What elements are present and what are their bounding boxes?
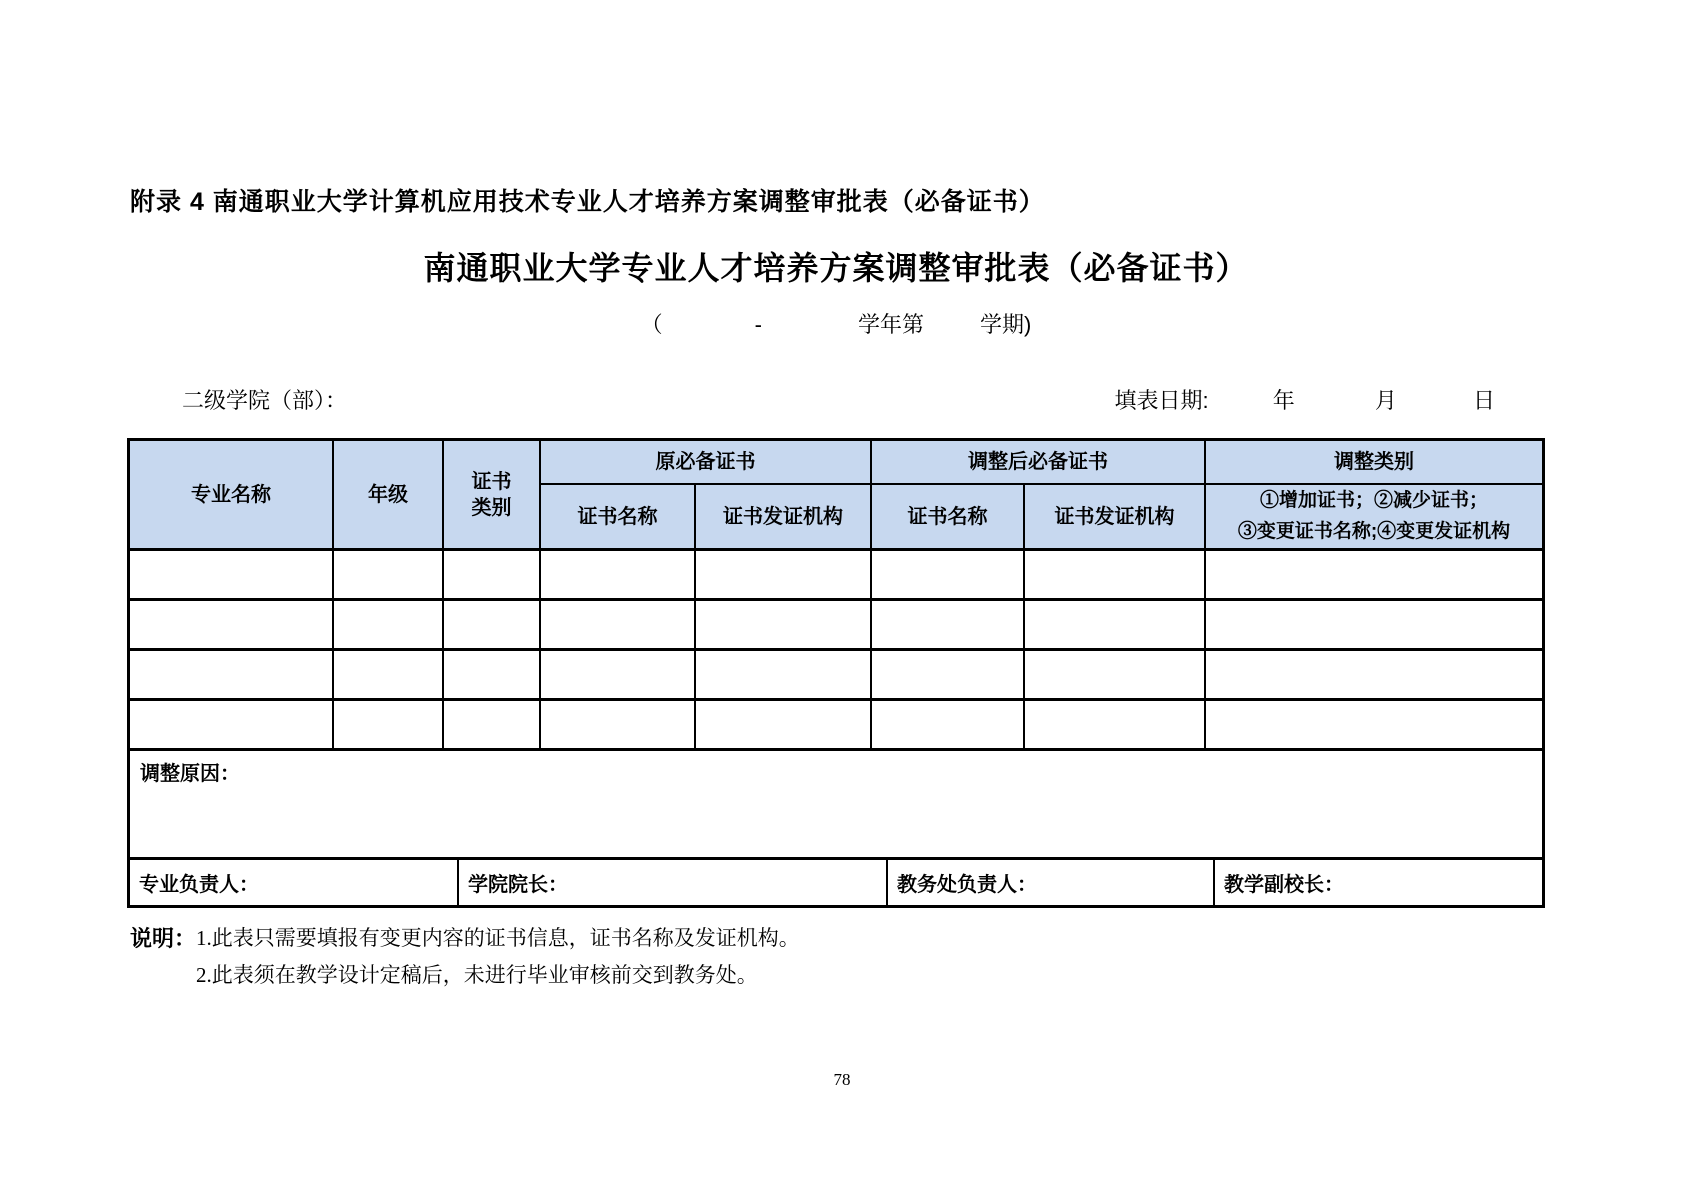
empty-data-cell[interactable] xyxy=(334,701,444,751)
empty-data-cell[interactable] xyxy=(541,551,696,601)
notes-label: 说明： xyxy=(130,926,197,951)
empty-data-cell[interactable] xyxy=(1206,601,1542,651)
reason-label: 调整原因： xyxy=(140,763,240,785)
header-adjust-category-options xyxy=(1206,485,1542,551)
empty-data-cell[interactable] xyxy=(444,601,541,651)
semester-line xyxy=(127,308,1545,339)
empty-data-cell[interactable] xyxy=(541,651,696,701)
fill-date-year-label: 年 xyxy=(1272,388,1295,413)
header-original-certificates-group: 原必备证书 xyxy=(541,441,872,485)
semester-end-label: 学期) xyxy=(980,312,1032,337)
header-certificate-type-line2: 类别 xyxy=(471,496,512,519)
notes xyxy=(130,920,800,994)
certificates-grid xyxy=(130,441,1542,751)
signature-vice-president[interactable] xyxy=(1215,860,1542,905)
empty-data-cell[interactable] xyxy=(444,551,541,601)
empty-data-cell[interactable] xyxy=(1025,551,1206,601)
empty-data-cell[interactable] xyxy=(1025,651,1206,701)
empty-data-cell[interactable] xyxy=(334,601,444,651)
empty-data-cell[interactable] xyxy=(130,701,334,751)
header-original-cert-name: 证书名称 xyxy=(541,485,696,551)
page-number: 78 xyxy=(833,1070,851,1089)
empty-data-cell[interactable] xyxy=(130,601,334,651)
reason-row[interactable] xyxy=(130,751,1542,860)
empty-data-cell[interactable] xyxy=(872,551,1025,601)
approval-form-table xyxy=(127,438,1545,908)
note-line-1: 1.此表只需要填报有变更内容的证书信息，证书名称及发证机构。 xyxy=(196,926,800,950)
signature-major-leader[interactable] xyxy=(130,860,459,905)
fill-date-line xyxy=(1114,384,1495,415)
header-major-name: 专业名称 xyxy=(130,441,334,551)
notes-body xyxy=(196,920,800,994)
empty-data-cell[interactable] xyxy=(872,651,1025,701)
empty-data-cell[interactable] xyxy=(334,651,444,701)
form-title: 南通职业大学专业人才培养方案调整审批表（必备证书） xyxy=(423,250,1249,286)
header-adjusted-certificates-group: 调整后必备证书 xyxy=(872,441,1206,485)
empty-data-cell[interactable] xyxy=(444,701,541,751)
empty-data-cell[interactable] xyxy=(696,651,872,701)
empty-data-cell[interactable] xyxy=(1206,651,1542,701)
semester-open-paren: （ xyxy=(640,312,663,337)
empty-data-cell[interactable] xyxy=(872,601,1025,651)
college-label: 二级学院（部）： xyxy=(182,388,348,413)
empty-data-cell[interactable] xyxy=(1025,601,1206,651)
note-line-2: 2.此表须在教学设计定稿后，未进行毕业审核前交到教务处。 xyxy=(196,963,758,987)
empty-data-cell[interactable] xyxy=(541,601,696,651)
header-adjusted-cert-issuer: 证书发证机构 xyxy=(1025,485,1206,551)
signature-college-dean-label: 学院院长： xyxy=(468,874,568,896)
fill-date-day-label: 日 xyxy=(1472,388,1495,413)
fill-date-label: 填表日期: xyxy=(1114,388,1209,413)
empty-data-cell[interactable] xyxy=(130,551,334,601)
empty-data-cell[interactable] xyxy=(444,651,541,701)
header-certificate-type-line1: 证书 xyxy=(471,470,512,493)
header-certificate-type xyxy=(444,441,541,551)
signature-major-leader-label: 专业负责人： xyxy=(139,874,259,896)
header-adjusted-cert-name: 证书名称 xyxy=(872,485,1025,551)
empty-data-cell[interactable] xyxy=(872,701,1025,751)
signature-academic-affairs-leader-label: 教务处负责人： xyxy=(897,874,1037,896)
semester-dash: - xyxy=(754,312,762,337)
adjust-category-option-line1: ①增加证书；②减少证书； xyxy=(1259,490,1488,512)
empty-data-cell[interactable] xyxy=(696,551,872,601)
empty-data-cell[interactable] xyxy=(130,651,334,701)
header-grade: 年级 xyxy=(334,441,444,551)
header-adjust-category: 调整类别 xyxy=(1206,441,1542,485)
empty-data-cell[interactable] xyxy=(1025,701,1206,751)
empty-data-cell[interactable] xyxy=(696,601,872,651)
fill-date-month-label: 月 xyxy=(1374,388,1397,413)
signature-vice-president-label: 教学副校长： xyxy=(1224,874,1344,896)
empty-data-cell[interactable] xyxy=(696,701,872,751)
signature-college-dean[interactable] xyxy=(459,860,888,905)
info-row xyxy=(127,384,1545,415)
empty-data-cell[interactable] xyxy=(1206,551,1542,601)
adjust-category-option-line2: ③变更证书名称;④变更发证机构 xyxy=(1237,520,1511,542)
header-original-cert-issuer: 证书发证机构 xyxy=(696,485,872,551)
empty-data-cell[interactable] xyxy=(1206,701,1542,751)
appendix-title: 附录 4 南通职业大学计算机应用技术专业人才培养方案调整审批表（必备证书） xyxy=(130,188,1045,216)
empty-data-cell[interactable] xyxy=(334,551,444,601)
semester-mid-label: 学年第 xyxy=(858,312,925,337)
signature-row xyxy=(130,860,1542,905)
empty-data-cell[interactable] xyxy=(541,701,696,751)
signature-academic-affairs-leader[interactable] xyxy=(888,860,1215,905)
